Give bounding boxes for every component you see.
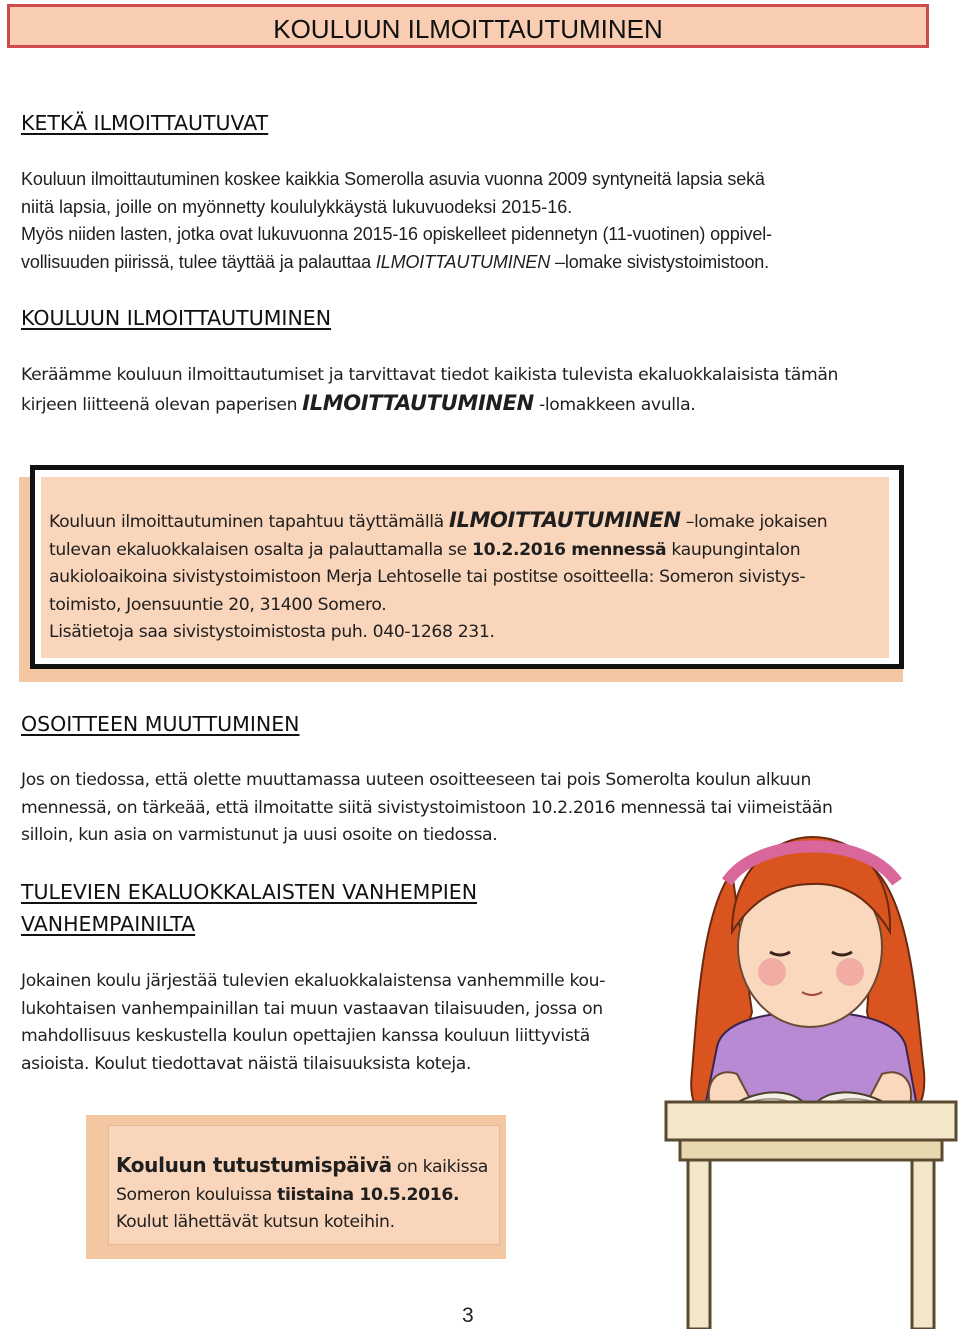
- text-run: kirjeen liitteenä olevan paperisen: [21, 394, 303, 415]
- deadline-emphasis: 10.2.2016 mennessä: [472, 539, 667, 560]
- paragraph-line: Kouluun ilmoittautuminen koskee kaikkia Somerolla asuvia vuonna 2009 syntyneitä lapsia sekä: [21, 169, 765, 189]
- section-registration-body: [21, 362, 931, 419]
- paragraph-line: lukohtaisen vanhempainillan tai muun vastaavan tilaisuuden, jossa on: [21, 998, 603, 1019]
- section-parents-body: [21, 968, 671, 1078]
- title-banner: [7, 4, 929, 48]
- section-heading-parents-evening: TULEVIEN EKALUOKKALAISTEN VANHEMPIEN: [21, 880, 478, 904]
- text-run: -lomakkeen avulla.: [533, 394, 696, 415]
- paragraph-line: Jokainen koulu järjestää tulevien ekaluokkalaistensa vanhemmille kou-: [21, 971, 606, 991]
- text-run: Someron kouluissa: [116, 1184, 278, 1205]
- paragraph-line: mennessä, on tärkeää, että ilmoitatte siitä sivistystoimistoon 10.2.2016 mennessä tai viimeistään: [21, 797, 833, 818]
- page-title: KOULUUN ILMOITTAUTUMINEN: [273, 14, 663, 44]
- text-run: tulevan ekaluokkalaisen osalta ja palauttamalla se: [49, 539, 472, 560]
- paragraph-line: Jos on tiedossa, että olette muuttamassa uuteen osoitteeseen tai pois Somerolta koulun alkuun: [21, 770, 812, 790]
- visit-day-emphasis: Kouluun tutustumispäivä: [116, 1153, 392, 1177]
- form-name-emphasis: ILMOITTAUTUMINEN: [375, 251, 551, 272]
- page-number: 3: [462, 1304, 474, 1327]
- section-heading-address-change: OSOITTEEN MUUTTUMINEN: [21, 712, 300, 736]
- text-run: vollisuuden piirissä, tulee täyttää ja palauttaa: [21, 251, 376, 272]
- text-run: kaupungintalon: [666, 539, 801, 560]
- paragraph-line: niitä lapsia, joille on myönnetty koululykkäystä lukuvuodeksi 2015-16.: [21, 196, 573, 217]
- paragraph-line: Keräämme kouluun ilmoittautumiset ja tarvittavat tiedot kaikista tulevista ekaluokkalaisista tämän: [21, 365, 839, 385]
- info-line: Koulut lähettävät kutsun koteihin.: [116, 1212, 395, 1232]
- info-box-visit-day: [108, 1125, 500, 1245]
- form-name-emphasis: ILMOITTAUTUMINEN: [448, 508, 681, 532]
- form-name-emphasis: ILMOITTAUTUMINEN: [302, 390, 534, 415]
- section-heading-who: KETKÄ ILMOITTAUTUVAT: [21, 111, 269, 135]
- section-heading-parents-evening-2: VANHEMPAINILTA: [21, 912, 196, 936]
- section-heading-registration: KOULUUN ILMOITTAUTUMINEN: [21, 306, 332, 330]
- info-line: [49, 507, 889, 537]
- date-emphasis: tiistaina 10.5.2016.: [277, 1184, 460, 1205]
- paragraph-line: [21, 249, 926, 277]
- info-line: Lisätietoja saa sivistystoimistosta puh. 040-1268 231.: [49, 622, 495, 642]
- text-run: –lomake jokaisen: [680, 512, 828, 532]
- info-line: toimisto, Joensuuntie 20, 31400 Somero.: [49, 594, 387, 615]
- text-run: on kaikissa: [391, 1157, 488, 1177]
- info-line: aukioloaikoina sivistystoimistoon Merja Lehtoselle tai postitse osoitteella: Someron sivistys-: [49, 567, 806, 587]
- text-run: Kouluun ilmoittautuminen tapahtuu täyttämällä: [49, 512, 449, 532]
- text-run: –lomake sivistystoimistoon.: [550, 251, 770, 272]
- paragraph-line: Myös niiden lasten, jotka ovat lukuvuonna 2015-16 opiskelleet pidennetyn (11-vuotinen) oppivel-: [21, 224, 772, 244]
- info-box-registration: [41, 477, 889, 658]
- girl-reading-book-illustration: [662, 812, 960, 1329]
- info-line: [49, 537, 889, 565]
- info-line: [116, 1152, 501, 1182]
- info-line: [116, 1182, 501, 1210]
- paragraph-line: mahdollisuus keskustella koulun opettajien kanssa kouluun liittyvistä: [21, 1026, 590, 1046]
- paragraph-line: asioista. Koulut tiedottavat näistä tilaisuuksista koteja.: [21, 1053, 472, 1074]
- paragraph-line: [21, 390, 931, 420]
- section-who-body: [21, 166, 926, 276]
- paragraph-line: silloin, kun asia on varmistunut ja uusi osoite on tiedossa.: [21, 825, 498, 845]
